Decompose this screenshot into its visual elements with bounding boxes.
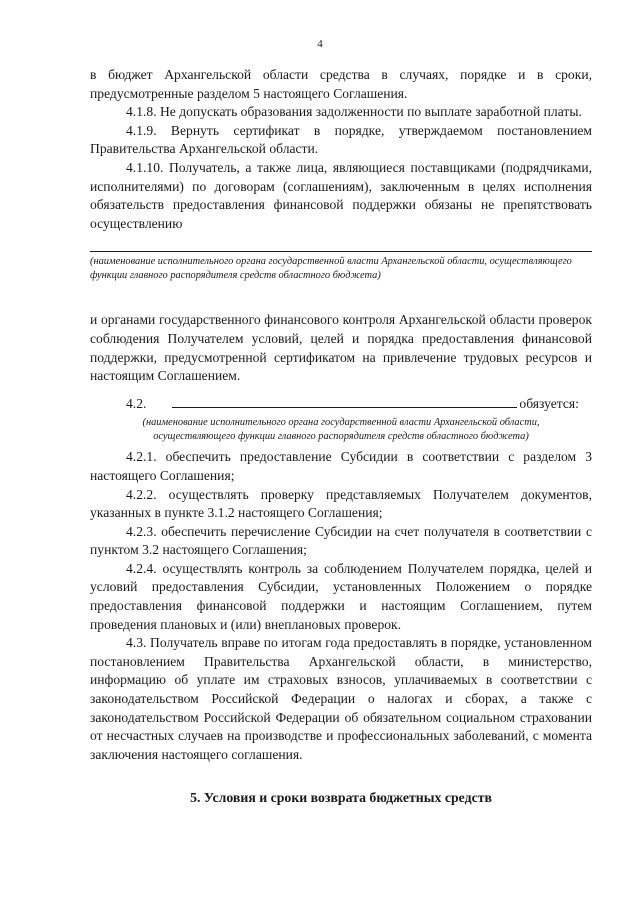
section-4-2-number: 4.2.	[126, 395, 147, 411]
note-authority-name-2: (наименование исполнительного органа государственной власти Архангельской области, осуществляющего функции главного распорядителя средств областного бюджета)	[142, 417, 540, 443]
authority-blank-field	[172, 394, 517, 408]
paragraph-control-bodies: и органами государственного финансового контроля Архангельской области проверок соблюдения Получателем условий, целей и порядка предоставления финансовой поддержки, предусмотренной сертификатом на привлечение трудовых ресурсов и настоящим Соглашением.	[90, 312, 592, 384]
section-5-heading: 5. Условия и сроки возврата бюджетных средств	[190, 790, 492, 806]
paragraph-4-1-10: 4.1.10. Получатель, а также лица, являющиеся поставщиками (подрядчиками, исполнителями) по договорам (соглашениям), заключенным в целях исполнения обязательств предоставления финансовой поддержки обязаны не препятствовать осуществлению	[90, 159, 592, 231]
paragraph-4-1-8: 4.1.8. Не допускать образования задолженности по выплате заработной платы.	[126, 104, 582, 120]
paragraph-4-2	[90, 394, 592, 414]
paragraph-4-2-2: 4.2.2. осуществлять проверку представляемых Получателем документов, указанных в пункте 3.1.2 настоящего Соглашения;	[90, 486, 592, 521]
section-4-2-suffix: обязуется:	[519, 395, 579, 411]
paragraph-4-3: 4.3. Получатель вправе по итогам года предоставлять в порядке, установленном постановлением Правительства Архангельской области, в министерство, информацию об уплате им страховых взносов, уплачиваемых в соответствии с законодательством Российской Федерации о налогах и сборах, а также с законодательством Российской Федерации об обязательном социальном страховании от несчастных случаев на производстве и профессиональных заболеваний, с момента заключения настоящего соглашения.	[90, 635, 592, 762]
page-number: 4	[317, 38, 323, 50]
paragraph-4-2-3: 4.2.3. обеспечить перечисление Субсидии на счет получателя в соответствии с пунктом 3.2 настоящего Соглашения;	[90, 523, 592, 558]
paragraph-4-2-1: 4.2.1. обеспечить предоставление Субсидии в соответствии с разделом 3 настоящего Соглашения;	[90, 449, 592, 483]
paragraph-4-2-4: 4.2.4. осуществлять контроль за соблюдением Получателем порядка, целей и условий предоставления Субсидии, установленных Положением о порядке предоставления финансовой поддержки и настоящим Соглашением, путем проведения плановых и (или) внеплановых проверок.	[90, 560, 592, 632]
paragraph-4-1-9: 4.1.9. Вернуть сертификат в порядке, утверждаемом постановлением Правительства Архангельской области.	[90, 122, 592, 157]
note-authority-name: (наименование исполнительного органа государственной власти Архангельской области, осуществляющего функции главного распорядителя средств областного бюджета)	[90, 256, 572, 282]
document-body	[90, 66, 592, 806]
signature-blank-line	[90, 251, 592, 252]
paragraph-budget-return: в бюджет Архангельской области средства в случаях, порядке и в сроки, предусмотренные разделом 5 настоящего Соглашения.	[90, 67, 592, 101]
